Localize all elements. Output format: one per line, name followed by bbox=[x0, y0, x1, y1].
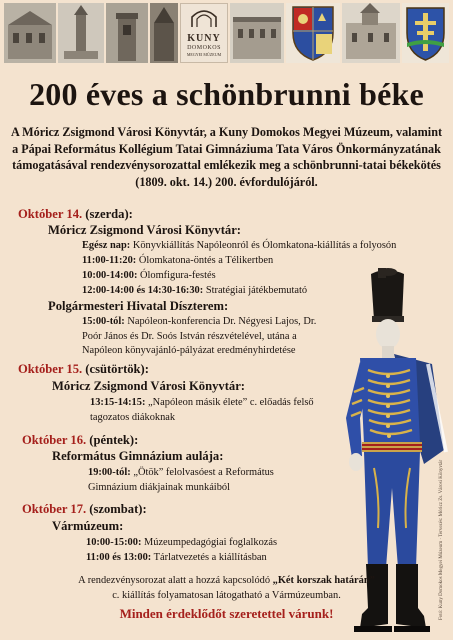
exhibition-title: „Két korszak határán” bbox=[272, 575, 375, 586]
day-1-row-1: Egész nap: Könyvkiállítás Napóleonról és Ólomkatona-kiállítás a folyosón bbox=[82, 240, 397, 251]
coat-of-arms-2-icon bbox=[402, 3, 449, 63]
day-3-weekday: (péntek): bbox=[89, 433, 139, 447]
intro-paragraph: A Móricz Zsigmond Városi Könyvtár, a Kuny Domokos Megyei Múzeum, valamint a Pápai Református Kollégium Tatai Gimnáziuma Tata Város Önkormányzatának támogatásával rendezvénysorozattal emlékezik meg a schönbrunni-tatai békekötés (1809. okt. 14.) 200. évfordulójáról. bbox=[10, 125, 443, 189]
coat-of-arms-1-icon bbox=[286, 3, 340, 63]
day-3-venue-1: Református Gimnázium aulája: bbox=[52, 449, 224, 463]
tower-photo bbox=[106, 3, 148, 63]
building-photo-2 bbox=[230, 3, 284, 63]
museum-emblem-icon bbox=[189, 7, 219, 29]
header-strip bbox=[4, 3, 449, 63]
day-4-date: Október 17. bbox=[22, 502, 87, 516]
footer-note: A rendezvénysorozat alatt a hozzá kapcsolódó „Két korszak határán” c. kiállítás folyamatosan látogatható a Vármúzeumban. bbox=[78, 575, 375, 601]
day-4-weekday: (szombat): bbox=[89, 502, 147, 516]
day-3-row-1: 19:00-tól: „Ötök” felolvasóest a Református Gimnázium diákjainak munkáiból bbox=[88, 467, 274, 493]
building-photo-1 bbox=[4, 3, 56, 63]
closing-line: Minden érdeklődőt szeretettel várunk! bbox=[119, 606, 334, 621]
day-2-heading bbox=[18, 362, 149, 377]
day-4-row-1: 10:00-15:00: Múzeumpedagógiai foglalkozás bbox=[86, 537, 278, 548]
photo-credit: Fotó: Kuny Domokos Megyei Múzeum · Tervezés: Móricz Zs. Városi Könyvtár bbox=[439, 459, 444, 620]
monument-photo bbox=[58, 3, 104, 63]
kuny-domokos-logo bbox=[180, 3, 228, 63]
day-1-weekday: (szerda): bbox=[85, 207, 133, 221]
day-4-heading bbox=[22, 502, 147, 517]
logo-sub: DOMOKOS bbox=[187, 45, 221, 51]
day-1-row-2: 11:00-11:20: Ólomkatona-öntés a Télikertben bbox=[82, 255, 274, 266]
day-2-venue-1: Móricz Zsigmond Városi Könyvtár: bbox=[52, 379, 245, 393]
day-3-heading bbox=[22, 433, 138, 448]
logo-tiny: MEGYEI MÚZEUM bbox=[186, 52, 222, 57]
day-1-heading bbox=[18, 207, 133, 222]
day-1-venue-2: Polgármesteri Hivatal Díszterem: bbox=[48, 299, 229, 313]
day-3-date: Október 16. bbox=[22, 433, 87, 447]
castle-photo bbox=[342, 3, 400, 63]
day-1-date: Október 14. bbox=[18, 207, 83, 221]
day-1-row-3: 10:00-14:00: Ólomfigura-festés bbox=[82, 270, 216, 281]
church-photo bbox=[150, 3, 178, 63]
day-2-date: Október 15. bbox=[18, 362, 83, 376]
day-1-venue-2-row-1: 15:00-tól: Napóleon-konferencia Dr. Négyesi Lajos, Dr. Poór János és Dr. Soós István részvételével, utána a Napóleon könyvajánló-pályázat eredményhirdetése bbox=[82, 316, 317, 356]
page-title: 200 éves a schönbrunni béke bbox=[29, 76, 424, 112]
day-2-row-1: 13:15-14:15: „Napóleon másik élete” c. előadás felső tagozatos diákoknak bbox=[90, 397, 314, 423]
day-4-row-2: 11:00 és 13:00: Tárlatvezetés a kiállításban bbox=[86, 552, 267, 563]
logo-name: KUNY bbox=[187, 33, 221, 44]
day-1-row-4: 12:00-14:00 és 14:30-16:30: Stratégiai játékbemutató bbox=[82, 285, 308, 296]
day-4-venue-1: Vármúzeum: bbox=[52, 519, 124, 533]
day-2-weekday: (csütörtök): bbox=[85, 362, 149, 376]
day-1-venue-1: Móricz Zsigmond Városi Könyvtár: bbox=[48, 223, 241, 237]
